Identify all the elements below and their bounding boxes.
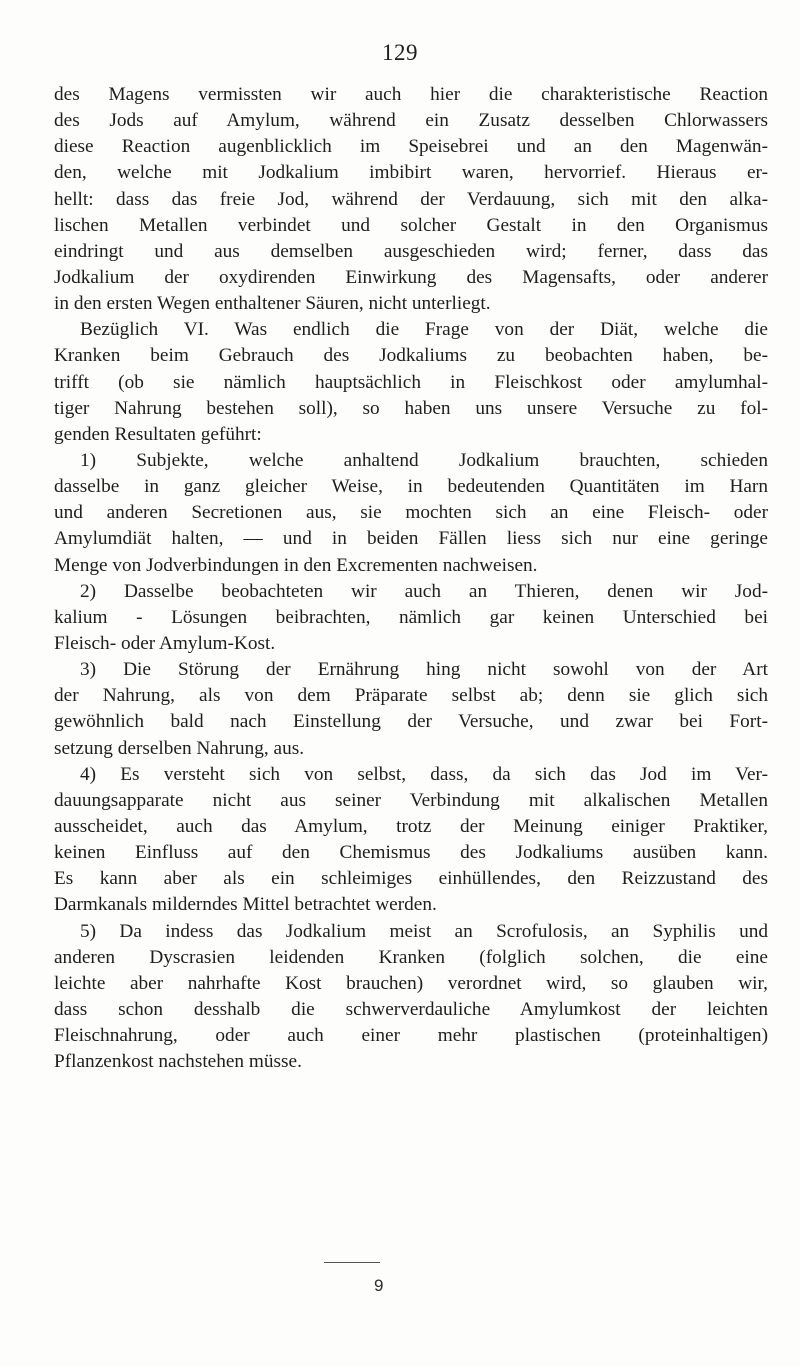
footer-rule: [324, 1262, 380, 1263]
page-number: 129: [382, 40, 418, 65]
text-line: diese Reaction augenblicklich im Speisebrei und an den Magenwän-: [54, 136, 768, 158]
text-line: 5) Da indess das Jodkalium meist an Scrofulosis, an Syphilis und: [80, 920, 768, 942]
text-line: eindringt und aus demselben ausgeschieden wird; ferner, dass das: [54, 240, 768, 262]
text-line: Es kann aber als ein schleimiges einhüllendes, den Reizzustand des: [54, 868, 768, 890]
text-line: des Jods auf Amylum, während ein Zusatz desselben Chlorwassers: [54, 110, 768, 132]
text-line: in den ersten Wegen enthaltener Säuren, nicht unterliegt.: [54, 293, 491, 315]
text-line: lischen Metallen verbindet und solcher Gestalt in den Organismus: [54, 214, 768, 236]
text-line: dauungsapparate nicht aus seiner Verbindung mit alkalischen Metallen: [54, 789, 768, 811]
text-line: 3) Die Störung der Ernährung hing nicht sowohl von der Art: [80, 659, 768, 681]
text-line: hellt: dass das freie Jod, während der Verdauung, sich mit den alka-: [54, 188, 768, 210]
text-line: des Magens vermissten wir auch hier die charakteristische Reaction: [54, 84, 768, 105]
text-line: Kranken beim Gebrauch des Jodkaliums zu beobachten haben, be-: [54, 345, 768, 367]
text-line: ausscheidet, auch das Amylum, trotz der Meinung einiger Praktiker,: [54, 815, 768, 837]
text-line: Darmkanals milderndes Mittel betrachtet werden.: [54, 894, 437, 916]
text-line: Pflanzenkost nachstehen müsse.: [54, 1051, 302, 1073]
text-line: 1) Subjekte, welche anhaltend Jodkalium brauchten, schieden: [80, 449, 768, 471]
body-text: [54, 82, 768, 1075]
text-line: setzung derselben Nahrung, aus.: [54, 737, 305, 759]
text-line: 2) Dasselbe beobachteten wir auch an Thieren, denen wir Jod-: [80, 580, 768, 602]
text-line: und anderen Secretionen aus, sie mochten sich an eine Fleisch- oder: [54, 502, 768, 524]
text-line: der Nahrung, als von dem Präparate selbst ab; denn sie glich sich: [54, 685, 768, 707]
text-line: Menge von Jodverbindungen in den Excrementen nachweisen.: [54, 554, 538, 576]
text-line: Amylumdiät halten, — und in beiden Fällen liess sich nur eine geringe: [54, 528, 768, 550]
text-line: Jodkalium der oxydirenden Einwirkung des Magensafts, oder anderer: [54, 266, 768, 288]
text-line: keinen Einfluss auf den Chemismus des Jodkaliums ausüben kann.: [54, 842, 768, 864]
text-line: gewöhnlich bald nach Einstellung der Versuche, und zwar bei Fort-: [54, 711, 768, 733]
text-line: Fleisch- oder Amylum-Kost.: [54, 632, 276, 654]
text-line: leichte aber nahrhafte Kost brauchen) verordnet wird, so glauben wir,: [54, 972, 768, 994]
text-line: 4) Es versteht sich von selbst, dass, da sich das Jod im Ver-: [80, 763, 768, 785]
text-line: dasselbe in ganz gleicher Weise, in bedeutenden Quantitäten im Harn: [54, 476, 768, 498]
text-line: Bezüglich VI. Was endlich die Frage von der Diät, welche die: [80, 319, 768, 341]
text-line: Fleischnahrung, oder auch einer mehr plastischen (proteinhaltigen): [54, 1025, 768, 1047]
text-line: tiger Nahrung bestehen soll), so haben uns unsere Versuche zu fol-: [54, 397, 768, 419]
text-line: dass schon desshalb die schwerverdauliche Amylumkost der leichten: [54, 998, 768, 1020]
text-line: den, welche mit Jodkalium imbibirt waren, hervorrief. Hieraus er-: [54, 162, 768, 184]
text-line: genden Resultaten geführt:: [54, 423, 262, 445]
text-line: trifft (ob sie nämlich hauptsächlich in Fleischkost oder amylumhal-: [54, 371, 768, 393]
text-line: anderen Dyscrasien leidenden Kranken (folglich solchen, die eine: [54, 946, 768, 968]
printer-signature-mark: 9: [374, 1276, 384, 1295]
text-line: kalium - Lösungen beibrachten, nämlich gar keinen Unterschied bei: [54, 606, 768, 628]
